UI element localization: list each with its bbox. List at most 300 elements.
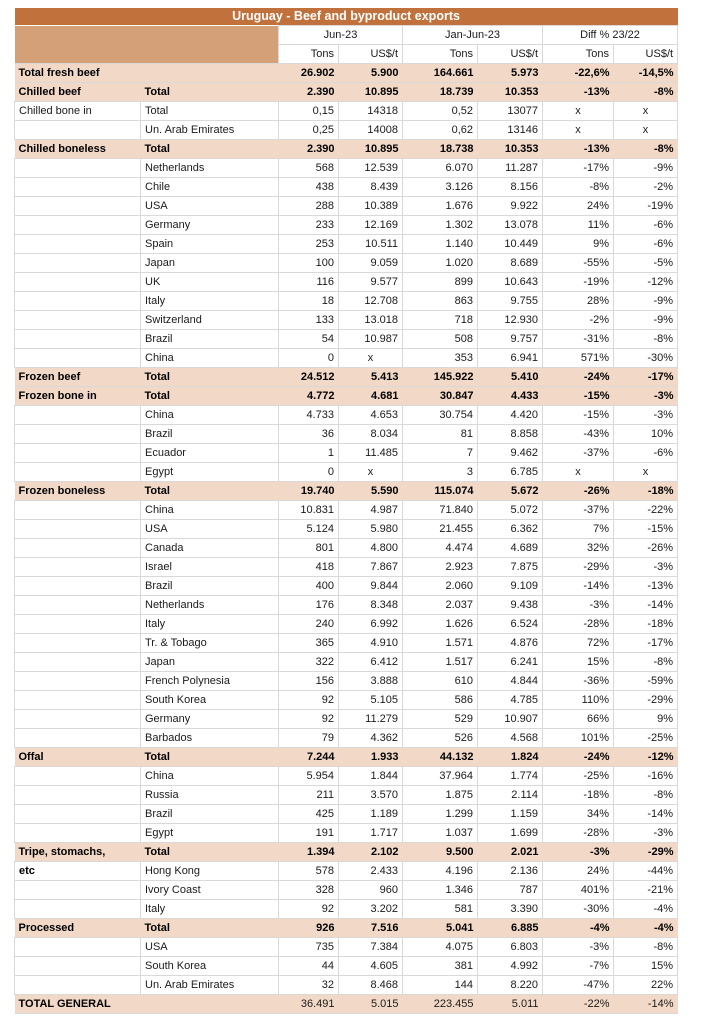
- destination-cell: UK: [141, 273, 279, 292]
- value-cell: 7%: [543, 520, 614, 539]
- table-title: Uruguay - Beef and byproduct exports: [15, 8, 678, 26]
- category-cell: [15, 539, 141, 558]
- category-cell: [15, 786, 141, 805]
- table-row: [15, 634, 678, 653]
- value-cell: 4.772: [279, 387, 339, 406]
- table-row: [15, 311, 678, 330]
- value-cell: 0,15: [279, 102, 339, 121]
- destination-cell: Ecuador: [141, 444, 279, 463]
- category-cell: Total fresh beef: [15, 64, 141, 83]
- value-cell: 145.922: [403, 368, 478, 387]
- value-cell: 4.992: [478, 957, 543, 976]
- value-cell: 1.346: [403, 881, 478, 900]
- value-cell: 7.875: [478, 558, 543, 577]
- column-group-diff: Diff % 23/22: [543, 26, 678, 45]
- table-row: [15, 520, 678, 539]
- value-cell: 13146: [478, 121, 543, 140]
- category-cell: [15, 824, 141, 843]
- value-cell: 71.840: [403, 501, 478, 520]
- value-cell: 10.353: [478, 83, 543, 102]
- value-cell: -15%: [614, 520, 678, 539]
- value-cell: -7%: [543, 957, 614, 976]
- value-cell: 1.774: [478, 767, 543, 786]
- table-row: [15, 482, 678, 501]
- value-cell: 6.241: [478, 653, 543, 672]
- value-cell: 5.672: [478, 482, 543, 501]
- destination-cell: Germany: [141, 216, 279, 235]
- value-cell: 32%: [543, 539, 614, 558]
- destination-cell: Netherlands: [141, 159, 279, 178]
- value-cell: 4.653: [339, 406, 403, 425]
- table-row: [15, 501, 678, 520]
- destination-cell: Japan: [141, 653, 279, 672]
- value-cell: 8.348: [339, 596, 403, 615]
- table-row: [15, 216, 678, 235]
- value-cell: 322: [279, 653, 339, 672]
- value-cell: -8%: [614, 938, 678, 957]
- value-cell: x: [614, 463, 678, 482]
- value-cell: 44: [279, 957, 339, 976]
- value-cell: 4.689: [478, 539, 543, 558]
- value-cell: 3.390: [478, 900, 543, 919]
- destination-cell: Spain: [141, 235, 279, 254]
- destination-cell: China: [141, 406, 279, 425]
- value-cell: 18.738: [403, 140, 478, 159]
- category-cell: [15, 938, 141, 957]
- value-cell: -9%: [614, 159, 678, 178]
- value-cell: 0,25: [279, 121, 339, 140]
- destination-cell: Japan: [141, 254, 279, 273]
- value-cell: 1.626: [403, 615, 478, 634]
- value-cell: -29%: [614, 691, 678, 710]
- value-cell: -26%: [543, 482, 614, 501]
- value-cell: 7: [403, 444, 478, 463]
- value-cell: 2.923: [403, 558, 478, 577]
- value-cell: x: [614, 121, 678, 140]
- value-cell: 11%: [543, 216, 614, 235]
- value-cell: 4.362: [339, 729, 403, 748]
- value-cell: 18: [279, 292, 339, 311]
- category-cell: Frozen beef: [15, 368, 141, 387]
- value-cell: 1.140: [403, 235, 478, 254]
- value-cell: 9%: [614, 710, 678, 729]
- table-row: [15, 577, 678, 596]
- value-cell: 4.800: [339, 539, 403, 558]
- value-cell: -22,6%: [543, 64, 614, 83]
- destination-cell: USA: [141, 197, 279, 216]
- value-cell: -5%: [614, 254, 678, 273]
- value-cell: 353: [403, 349, 478, 368]
- value-cell: 5.410: [478, 368, 543, 387]
- value-cell: -18%: [543, 786, 614, 805]
- value-cell: 223.455: [403, 995, 478, 1014]
- value-cell: 2.114: [478, 786, 543, 805]
- value-cell: x: [614, 102, 678, 121]
- value-cell: 1.875: [403, 786, 478, 805]
- table-row: [15, 463, 678, 482]
- value-cell: 24.512: [279, 368, 339, 387]
- value-cell: 24%: [543, 862, 614, 881]
- value-cell: x: [543, 463, 614, 482]
- destination-cell: Netherlands: [141, 596, 279, 615]
- destination-cell: Switzerland: [141, 311, 279, 330]
- value-cell: 3: [403, 463, 478, 482]
- value-cell: 92: [279, 691, 339, 710]
- value-cell: 4.910: [339, 634, 403, 653]
- value-cell: 253: [279, 235, 339, 254]
- category-cell: [15, 653, 141, 672]
- destination-cell: South Korea: [141, 957, 279, 976]
- value-cell: x: [543, 121, 614, 140]
- category-cell: [15, 577, 141, 596]
- destination-cell: USA: [141, 520, 279, 539]
- category-cell: [15, 121, 141, 140]
- table-row: [15, 710, 678, 729]
- category-cell: etc: [15, 862, 141, 881]
- value-cell: 4.075: [403, 938, 478, 957]
- value-cell: 2.021: [478, 843, 543, 862]
- table-row: [15, 976, 678, 995]
- value-cell: -6%: [614, 216, 678, 235]
- subheader-tons-2: Tons: [403, 45, 478, 64]
- column-group-janjun23: Jan-Jun-23: [403, 26, 543, 45]
- value-cell: 7.244: [279, 748, 339, 767]
- value-cell: 1.037: [403, 824, 478, 843]
- destination-cell: China: [141, 767, 279, 786]
- table-row: [15, 881, 678, 900]
- value-cell: -8%: [614, 140, 678, 159]
- destination-cell: China: [141, 501, 279, 520]
- value-cell: -3%: [614, 824, 678, 843]
- value-cell: 11.279: [339, 710, 403, 729]
- value-cell: -3%: [614, 387, 678, 406]
- value-cell: -29%: [614, 843, 678, 862]
- table-row: [15, 406, 678, 425]
- value-cell: 899: [403, 273, 478, 292]
- table-row: [15, 672, 678, 691]
- value-cell: 4.420: [478, 406, 543, 425]
- destination-cell: USA: [141, 938, 279, 957]
- value-cell: 13.078: [478, 216, 543, 235]
- value-cell: 400: [279, 577, 339, 596]
- value-cell: 54: [279, 330, 339, 349]
- value-cell: -3%: [614, 558, 678, 577]
- value-cell: 610: [403, 672, 478, 691]
- value-cell: 10.907: [478, 710, 543, 729]
- value-cell: 15%: [543, 653, 614, 672]
- value-cell: 8.858: [478, 425, 543, 444]
- value-cell: 1.189: [339, 805, 403, 824]
- value-cell: 6.785: [478, 463, 543, 482]
- table-row: [15, 235, 678, 254]
- table-row: [15, 805, 678, 824]
- value-cell: 5.041: [403, 919, 478, 938]
- value-cell: 10.353: [478, 140, 543, 159]
- value-cell: 13.018: [339, 311, 403, 330]
- value-cell: 21.455: [403, 520, 478, 539]
- value-cell: -31%: [543, 330, 614, 349]
- value-cell: 10.511: [339, 235, 403, 254]
- table-row: [15, 387, 678, 406]
- destination-cell: Egypt: [141, 463, 279, 482]
- category-cell: [15, 900, 141, 919]
- category-cell: Chilled boneless: [15, 140, 141, 159]
- value-cell: 9.922: [478, 197, 543, 216]
- value-cell: 9.844: [339, 577, 403, 596]
- value-cell: 4.681: [339, 387, 403, 406]
- subheader-usdt-1: US$/t: [339, 45, 403, 64]
- table-row: [15, 729, 678, 748]
- value-cell: 12.930: [478, 311, 543, 330]
- category-cell: [15, 349, 141, 368]
- destination-cell: Un. Arab Emirates: [141, 976, 279, 995]
- category-cell: Processed: [15, 919, 141, 938]
- value-cell: -8%: [614, 653, 678, 672]
- category-cell: Tripe, stomachs,: [15, 843, 141, 862]
- value-cell: 1.302: [403, 216, 478, 235]
- value-cell: 6.362: [478, 520, 543, 539]
- value-cell: 7.384: [339, 938, 403, 957]
- table-row: [15, 900, 678, 919]
- value-cell: 81: [403, 425, 478, 444]
- value-cell: -6%: [614, 444, 678, 463]
- value-cell: 5.980: [339, 520, 403, 539]
- value-cell: 4.876: [478, 634, 543, 653]
- value-cell: 8.689: [478, 254, 543, 273]
- value-cell: x: [339, 463, 403, 482]
- value-cell: 365: [279, 634, 339, 653]
- value-cell: 10%: [614, 425, 678, 444]
- value-cell: 44.132: [403, 748, 478, 767]
- value-cell: 1.394: [279, 843, 339, 862]
- table-row: [15, 748, 678, 767]
- category-cell: [15, 729, 141, 748]
- value-cell: 11.485: [339, 444, 403, 463]
- destination-cell: Total: [141, 748, 279, 767]
- table-row: [15, 444, 678, 463]
- table-row: [15, 653, 678, 672]
- column-group-jun23: Jun-23: [279, 26, 403, 45]
- value-cell: 10.831: [279, 501, 339, 520]
- value-cell: -30%: [614, 349, 678, 368]
- value-cell: 12.539: [339, 159, 403, 178]
- value-cell: 233: [279, 216, 339, 235]
- table-row: [15, 197, 678, 216]
- value-cell: -47%: [543, 976, 614, 995]
- destination-cell: French Polynesia: [141, 672, 279, 691]
- value-cell: -15%: [543, 387, 614, 406]
- value-cell: -25%: [543, 767, 614, 786]
- subheader-tons-3: Tons: [543, 45, 614, 64]
- group-header-row: [15, 26, 678, 45]
- value-cell: 1.676: [403, 197, 478, 216]
- destination-cell: Chile: [141, 178, 279, 197]
- category-cell: [15, 615, 141, 634]
- value-cell: -9%: [614, 292, 678, 311]
- value-cell: 92: [279, 710, 339, 729]
- value-cell: 5.900: [339, 64, 403, 83]
- value-cell: 288: [279, 197, 339, 216]
- value-cell: 381: [403, 957, 478, 976]
- table-row: [15, 596, 678, 615]
- header-corner: [15, 26, 279, 64]
- value-cell: -30%: [543, 900, 614, 919]
- value-cell: -3%: [614, 406, 678, 425]
- value-cell: 10.895: [339, 83, 403, 102]
- value-cell: -37%: [543, 501, 614, 520]
- table-row: [15, 330, 678, 349]
- destination-cell: Brazil: [141, 330, 279, 349]
- destination-cell: Germany: [141, 710, 279, 729]
- value-cell: 787: [478, 881, 543, 900]
- value-cell: 3.570: [339, 786, 403, 805]
- category-cell: [15, 254, 141, 273]
- value-cell: 92: [279, 900, 339, 919]
- table-row: [15, 824, 678, 843]
- value-cell: 4.785: [478, 691, 543, 710]
- table-row: [15, 767, 678, 786]
- destination-cell: [141, 995, 279, 1014]
- value-cell: -14%: [543, 577, 614, 596]
- value-cell: 3.888: [339, 672, 403, 691]
- value-cell: -17%: [543, 159, 614, 178]
- value-cell: -59%: [614, 672, 678, 691]
- value-cell: -44%: [614, 862, 678, 881]
- value-cell: -28%: [543, 824, 614, 843]
- value-cell: 735: [279, 938, 339, 957]
- value-cell: 5.072: [478, 501, 543, 520]
- value-cell: 164.661: [403, 64, 478, 83]
- value-cell: -14%: [614, 995, 678, 1014]
- value-cell: 6.803: [478, 938, 543, 957]
- value-cell: 1.717: [339, 824, 403, 843]
- value-cell: 5.105: [339, 691, 403, 710]
- value-cell: -13%: [543, 83, 614, 102]
- value-cell: 7.516: [339, 919, 403, 938]
- value-cell: 2.433: [339, 862, 403, 881]
- value-cell: 8.220: [478, 976, 543, 995]
- table-row: [15, 558, 678, 577]
- destination-cell: Total: [141, 368, 279, 387]
- value-cell: 12.169: [339, 216, 403, 235]
- value-cell: 30.754: [403, 406, 478, 425]
- table-row: [15, 83, 678, 102]
- value-cell: 30.847: [403, 387, 478, 406]
- table-row: [15, 938, 678, 957]
- table-row: [15, 843, 678, 862]
- value-cell: 568: [279, 159, 339, 178]
- value-cell: 9.109: [478, 577, 543, 596]
- category-cell: [15, 634, 141, 653]
- subheader-tons-1: Tons: [279, 45, 339, 64]
- value-cell: -6%: [614, 235, 678, 254]
- destination-cell: Barbados: [141, 729, 279, 748]
- table-row: [15, 995, 678, 1014]
- destination-cell: Hong Kong: [141, 862, 279, 881]
- value-cell: -19%: [614, 197, 678, 216]
- destination-cell: Total: [141, 102, 279, 121]
- value-cell: 5.124: [279, 520, 339, 539]
- value-cell: 328: [279, 881, 339, 900]
- value-cell: -26%: [614, 539, 678, 558]
- category-cell: [15, 406, 141, 425]
- table-row: [15, 691, 678, 710]
- destination-cell: China: [141, 349, 279, 368]
- value-cell: 1.824: [478, 748, 543, 767]
- value-cell: 586: [403, 691, 478, 710]
- value-cell: 1.699: [478, 824, 543, 843]
- value-cell: 144: [403, 976, 478, 995]
- value-cell: 1.844: [339, 767, 403, 786]
- value-cell: 11.287: [478, 159, 543, 178]
- category-cell: Frozen boneless: [15, 482, 141, 501]
- title-row: [15, 8, 678, 26]
- value-cell: x: [339, 349, 403, 368]
- table-row: [15, 64, 678, 83]
- value-cell: -18%: [614, 615, 678, 634]
- value-cell: 5.954: [279, 767, 339, 786]
- category-cell: [15, 710, 141, 729]
- value-cell: -28%: [543, 615, 614, 634]
- category-cell: [15, 273, 141, 292]
- category-cell: TOTAL GENERAL: [15, 995, 141, 1014]
- category-cell: [15, 159, 141, 178]
- value-cell: 2.136: [478, 862, 543, 881]
- table-row: [15, 159, 678, 178]
- value-cell: -18%: [614, 482, 678, 501]
- destination-cell: Total: [141, 482, 279, 501]
- category-cell: [15, 178, 141, 197]
- value-cell: -3%: [543, 843, 614, 862]
- value-cell: 18.739: [403, 83, 478, 102]
- value-cell: 438: [279, 178, 339, 197]
- value-cell: -21%: [614, 881, 678, 900]
- value-cell: -13%: [614, 577, 678, 596]
- category-cell: Offal: [15, 748, 141, 767]
- value-cell: 116: [279, 273, 339, 292]
- value-cell: 10.389: [339, 197, 403, 216]
- destination-cell: Italy: [141, 292, 279, 311]
- value-cell: 5.413: [339, 368, 403, 387]
- destination-cell: Total: [141, 919, 279, 938]
- value-cell: 37.964: [403, 767, 478, 786]
- value-cell: -4%: [614, 900, 678, 919]
- table-row: [15, 178, 678, 197]
- value-cell: -14%: [614, 596, 678, 615]
- value-cell: 4.987: [339, 501, 403, 520]
- category-cell: [15, 976, 141, 995]
- value-cell: 14008: [339, 121, 403, 140]
- value-cell: 9.438: [478, 596, 543, 615]
- value-cell: -2%: [614, 178, 678, 197]
- value-cell: -17%: [614, 368, 678, 387]
- value-cell: 156: [279, 672, 339, 691]
- category-cell: [15, 957, 141, 976]
- value-cell: 0,62: [403, 121, 478, 140]
- value-cell: 24%: [543, 197, 614, 216]
- value-cell: 3.202: [339, 900, 403, 919]
- value-cell: 863: [403, 292, 478, 311]
- value-cell: 0: [279, 463, 339, 482]
- value-cell: 115.074: [403, 482, 478, 501]
- category-cell: [15, 235, 141, 254]
- value-cell: -3%: [543, 596, 614, 615]
- value-cell: 718: [403, 311, 478, 330]
- destination-cell: Russia: [141, 786, 279, 805]
- value-cell: -14%: [614, 805, 678, 824]
- value-cell: 9.462: [478, 444, 543, 463]
- subheader-usdt-3: US$/t: [614, 45, 678, 64]
